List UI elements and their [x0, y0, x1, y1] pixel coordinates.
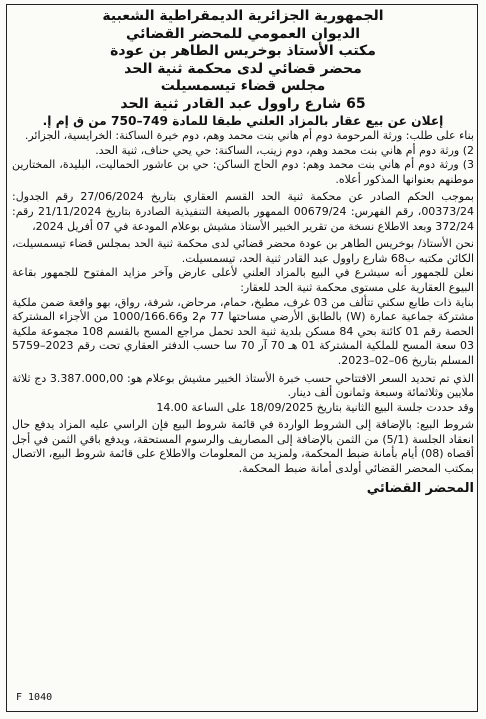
paragraph-notice: نعلن للجمهور أنه سيشرع في البيع بالمزاد العلني لأعلى عارض وآخر مزايد المفتوح للجمهور بقاعة البيوع العقارية على مستوى محكمة ثنية الحد للعقار: — [12, 266, 474, 294]
paragraph-requester: بناء على طلب: ورثة المرحومة دوم أم هاني بنت محمد وهم، دوم خيرة الساكنة: الخرايسية، الجزائر. — [24, 129, 474, 142]
paragraph-judgment: بموجب الحكم الصادر عن محكمة ثنية الحد القسم العقاري بتاريخ 27/06/2024 رقم الجدول: 00373/24، رقم الفهرس: 00679/24 الممهور بالصيغة التنفيذية الصادرة بتاريخ 21/11/2024 رقم: 372/24 وبعد الاطلاع نسخة من تقرير الخبير الأستاذ مشيش بوعلام المودعة في 07 أفريل 2024، — [12, 190, 475, 233]
reference-code: F 1040 — [16, 692, 53, 703]
paragraph-property: بناية ذات طابع سكني تتألف من 03 غرف، مطبخ، حمام، مرحاض، شرفة، رواق، بهو واقعة ضمن ملكية مشتركة جماعية عمارة (W) بالطابق الأرضي مساحتها 77 م2 و1000/166.66 من الأجزاء المشتركة الحصة رقم 01 كائنة بحي 84 مسكن بلدية ثنية الحد تحمل مراجع المسح بالقسم 108 مجموعة ملكية 03 سعة المسح للملكية المشتركة 01 هـ 70 آر 70 سا حسب الدفتر العقاري تحت رقم 2023–5759 المسلم بتاريخ 06–02–2023. — [12, 295, 475, 367]
signature-label: المحضر القضائي — [366, 480, 474, 496]
paragraph-heirs-3: 3) ورثة دوم أم هاني بنت محمد وهم: دوم الحاج الساكن: حي بن عاشور الحماليت، البليدة، المختارين موطنهم بعنوانها المذكور أعلاه. — [12, 158, 474, 186]
paragraph-price: الذي تم تحديد السعر الافتتاحي حسب خبرة الأستاذ الخبير مشيش بوعلام هو: 3.387.000,00 دج ثلاثة ملايين وثلاثمائة وسبعة وثمانون ألف دينار. — [12, 371, 474, 400]
header-bailiff-name: مكتب الأستاذ بوخريس الطاهر بن عودة — [110, 43, 376, 59]
header-council: مجلس قضاء تيسمسيلت — [160, 78, 326, 94]
header-address: 65 شارع راوول عبد القادر ثنية الحد — [120, 95, 366, 112]
header-republic: الجمهورية الجزائرية الديمقراطية الشعبية — [102, 8, 384, 24]
paragraph-bailiff: نحن الأستاذ/ بوخريس الطاهر بن عودة محضر قضائي لدى محكمة ثنية الحد بمجلس قضاء تيسمسيلت، الكائن مكتبه ب68 شارع راوول عبد القادر ثنية الحد، تيسمسيلت. — [12, 237, 474, 265]
paragraph-session: وقد حددت جلسة البيع الثانية بتاريخ 18/09/2025 على الساعة 14.00 — [156, 400, 474, 414]
paragraph-conditions: شروط البيع: بالإضافة إلى الشروط الواردة في قائمة شروط البيع فإن الراسي عليه المزاد يدفع حال انعقاد الجلسة (5/1) من الثمن بالإضافة إلى المصاريف والرسوم المستحقة، ويدفع باقي الثمن في أجل أقصاه (08) أيام بأمانة ضبط المحكمة، ولمزيد من المعلومات والاطلاع على قائمة شروط البيع، الاتصال بمكتب المحضر القضائي أولدى أمانة ضبط المحكمة. — [12, 418, 474, 476]
paragraph-heirs-2: 2) ورثة دوم أم هاني بنت محمد وهم، دوم زينب، الساكنة: حي يحي حناف، ثنية الحد. — [95, 143, 474, 157]
header-court: محضر قضائي لدى محكمة ثنية الحد — [124, 60, 362, 77]
announcement-body — [12, 8, 474, 496]
announcement-title: إعلان عن بيع عقار بالمزاد العلني طبقا للمادة 749–750 من ق إم إ. — [42, 114, 444, 128]
header-office: الديوان العمومي للمحضر القضائي — [125, 25, 361, 42]
